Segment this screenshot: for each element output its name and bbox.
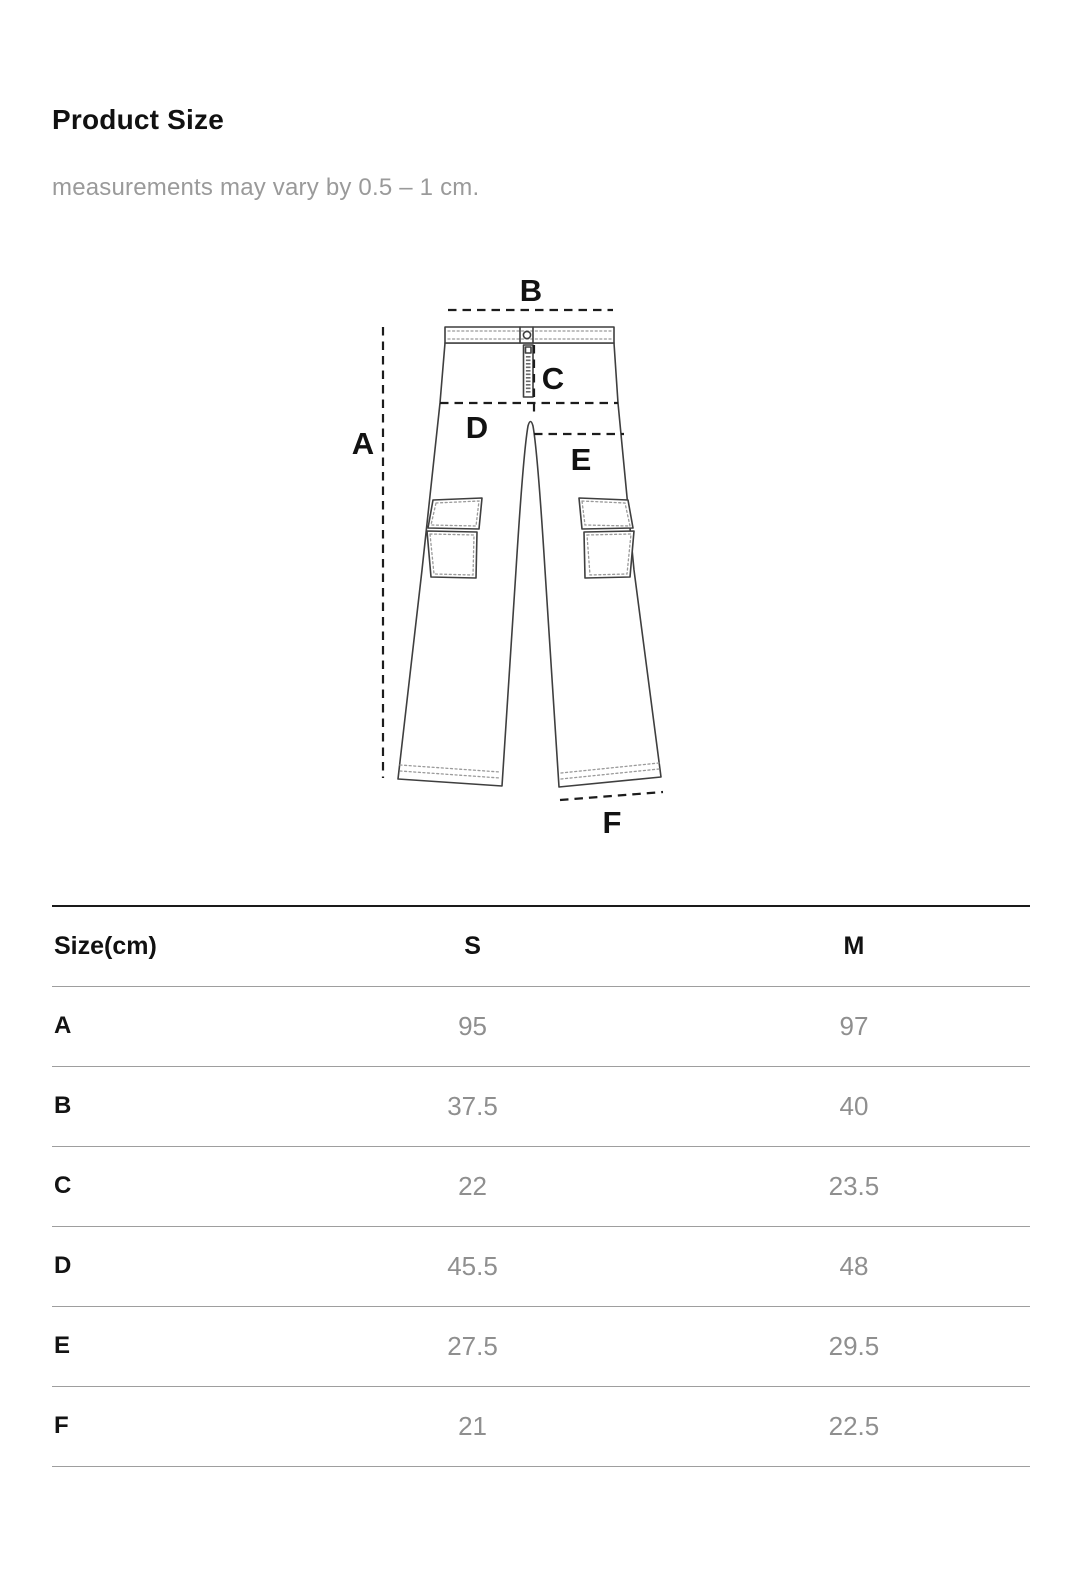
value-m: 29.5 bbox=[678, 1306, 1030, 1386]
row-label: A bbox=[52, 986, 267, 1066]
table-row bbox=[52, 1306, 1030, 1386]
value-s: 45.5 bbox=[267, 1226, 678, 1306]
row-label: F bbox=[52, 1386, 267, 1466]
column-header-size-s: S bbox=[267, 906, 678, 986]
diagram-label-c: C bbox=[541, 361, 565, 396]
table-row bbox=[52, 1146, 1030, 1226]
diagram-label-b: B bbox=[519, 273, 543, 308]
value-s: 37.5 bbox=[267, 1066, 678, 1146]
column-header-size-m: M bbox=[678, 906, 1030, 986]
waist-button bbox=[523, 331, 530, 338]
size-table bbox=[52, 905, 1030, 1467]
value-s: 21 bbox=[267, 1386, 678, 1466]
value-s: 27.5 bbox=[267, 1306, 678, 1386]
value-m: 97 bbox=[678, 986, 1030, 1066]
diagram-label-f: F bbox=[602, 805, 622, 840]
value-s: 22 bbox=[267, 1146, 678, 1226]
value-m: 22.5 bbox=[678, 1386, 1030, 1466]
table-row bbox=[52, 986, 1030, 1066]
value-m: 40 bbox=[678, 1066, 1030, 1146]
zipper-slider bbox=[526, 347, 532, 353]
measure-line-f bbox=[560, 792, 663, 800]
column-header-size-cm: Size(cm) bbox=[52, 906, 267, 986]
diagram-label-d: D bbox=[465, 410, 489, 445]
value-m: 23.5 bbox=[678, 1146, 1030, 1226]
pants-sketch bbox=[398, 327, 661, 787]
value-s: 95 bbox=[267, 986, 678, 1066]
table-row bbox=[52, 1386, 1030, 1466]
row-label: B bbox=[52, 1066, 267, 1146]
diagram-label-a: A bbox=[351, 426, 375, 461]
table-row bbox=[52, 1226, 1030, 1306]
page-title: Product Size bbox=[52, 104, 224, 135]
page-subtitle: measurements may vary by 0.5 – 1 cm. bbox=[52, 174, 480, 201]
table-row bbox=[52, 1066, 1030, 1146]
diagram-label-e: E bbox=[570, 442, 592, 477]
left-pocket-body bbox=[427, 531, 477, 578]
right-pocket-body bbox=[584, 531, 634, 578]
value-m: 48 bbox=[678, 1226, 1030, 1306]
row-label: E bbox=[52, 1306, 267, 1386]
row-label: D bbox=[52, 1226, 267, 1306]
row-label: C bbox=[52, 1146, 267, 1226]
size-table-header-row bbox=[52, 906, 1030, 986]
